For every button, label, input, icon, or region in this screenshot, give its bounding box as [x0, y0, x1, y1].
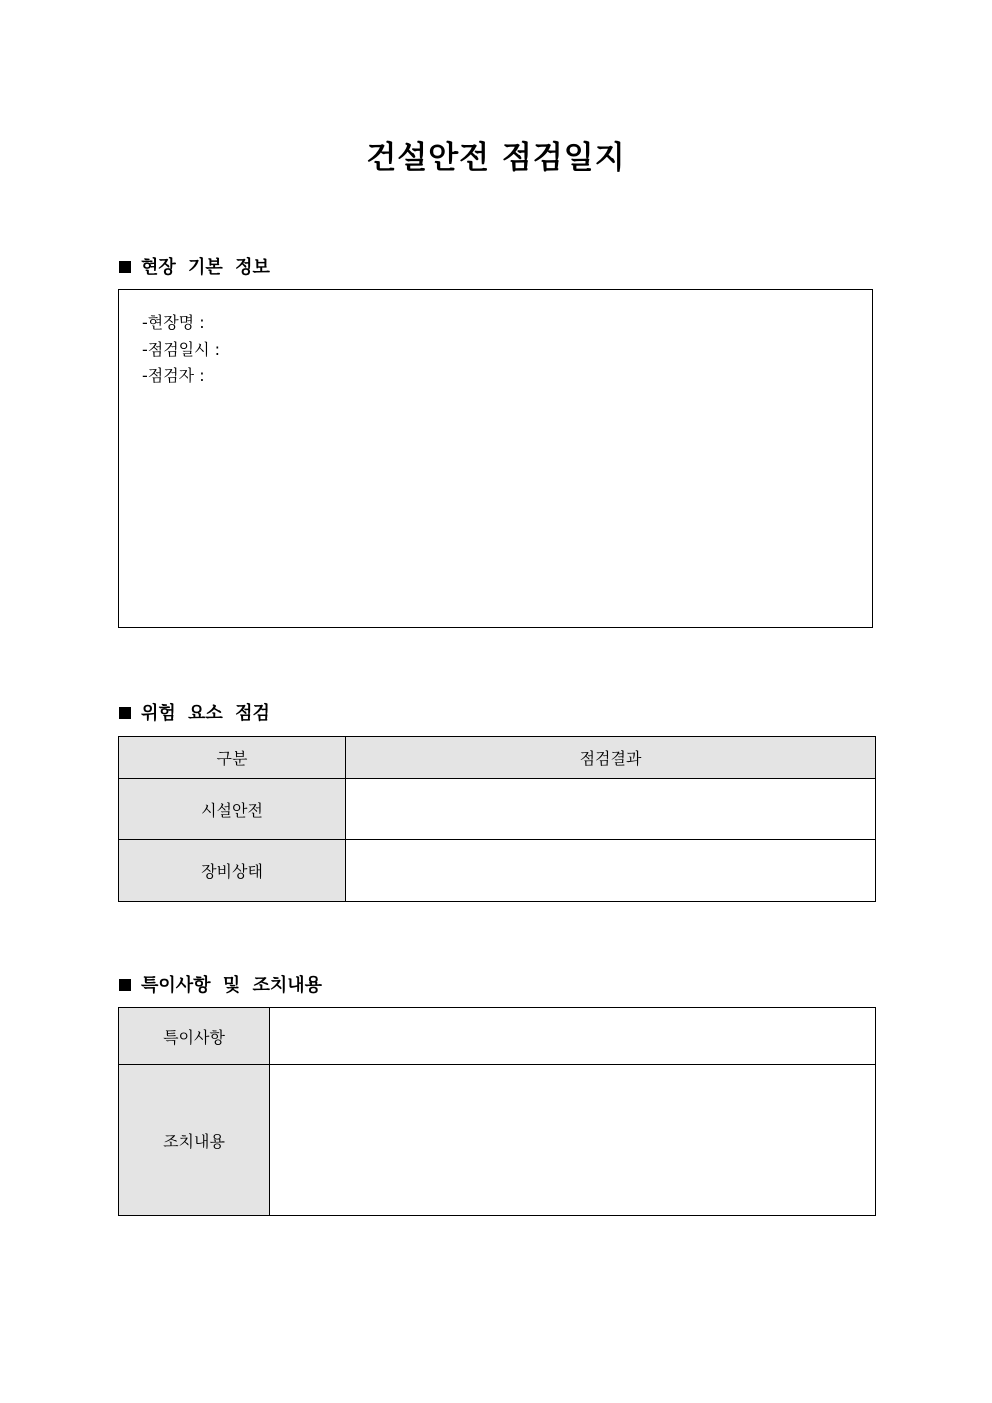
section-heading-site-info — [119, 253, 270, 279]
hazard-check-table — [118, 736, 876, 902]
square-bullet-icon — [119, 979, 131, 991]
row-label-special-notes: 특이사항 — [119, 1008, 270, 1065]
row-label-action-taken: 조치내용 — [119, 1065, 270, 1216]
site-name-field: -현장명 : — [142, 313, 205, 332]
document-title: 건설안전 점검일지 — [366, 140, 626, 176]
square-bullet-icon — [119, 261, 131, 273]
content-cell-special-notes[interactable] — [270, 1008, 876, 1065]
table-row — [119, 1065, 876, 1216]
remarks-table — [118, 1007, 876, 1216]
result-cell-equipment-status[interactable] — [346, 840, 876, 902]
column-header-result: 점검결과 — [346, 737, 876, 779]
section-heading-label: 특이사항 및 조치내용 — [141, 975, 323, 996]
section-heading-hazard-check — [119, 699, 270, 725]
result-cell-facility-safety[interactable] — [346, 779, 876, 840]
table-row — [119, 1008, 876, 1065]
square-bullet-icon — [119, 707, 131, 719]
table-header-row — [119, 737, 876, 779]
site-info-box — [118, 289, 873, 628]
row-label-facility-safety: 시설안전 — [119, 779, 346, 840]
table-row — [119, 779, 876, 840]
section-heading-remarks — [119, 971, 322, 997]
inspection-datetime-field: -점검일시 : — [142, 339, 221, 359]
table-row — [119, 840, 876, 902]
content-cell-action-taken[interactable] — [270, 1065, 876, 1216]
section-heading-label: 위험 요소 점검 — [141, 703, 270, 724]
inspector-field: -점검자 : — [142, 366, 205, 385]
row-label-equipment-status: 장비상태 — [119, 840, 346, 902]
section-heading-label: 현장 기본 정보 — [141, 257, 270, 278]
column-header-category: 구분 — [119, 737, 346, 779]
